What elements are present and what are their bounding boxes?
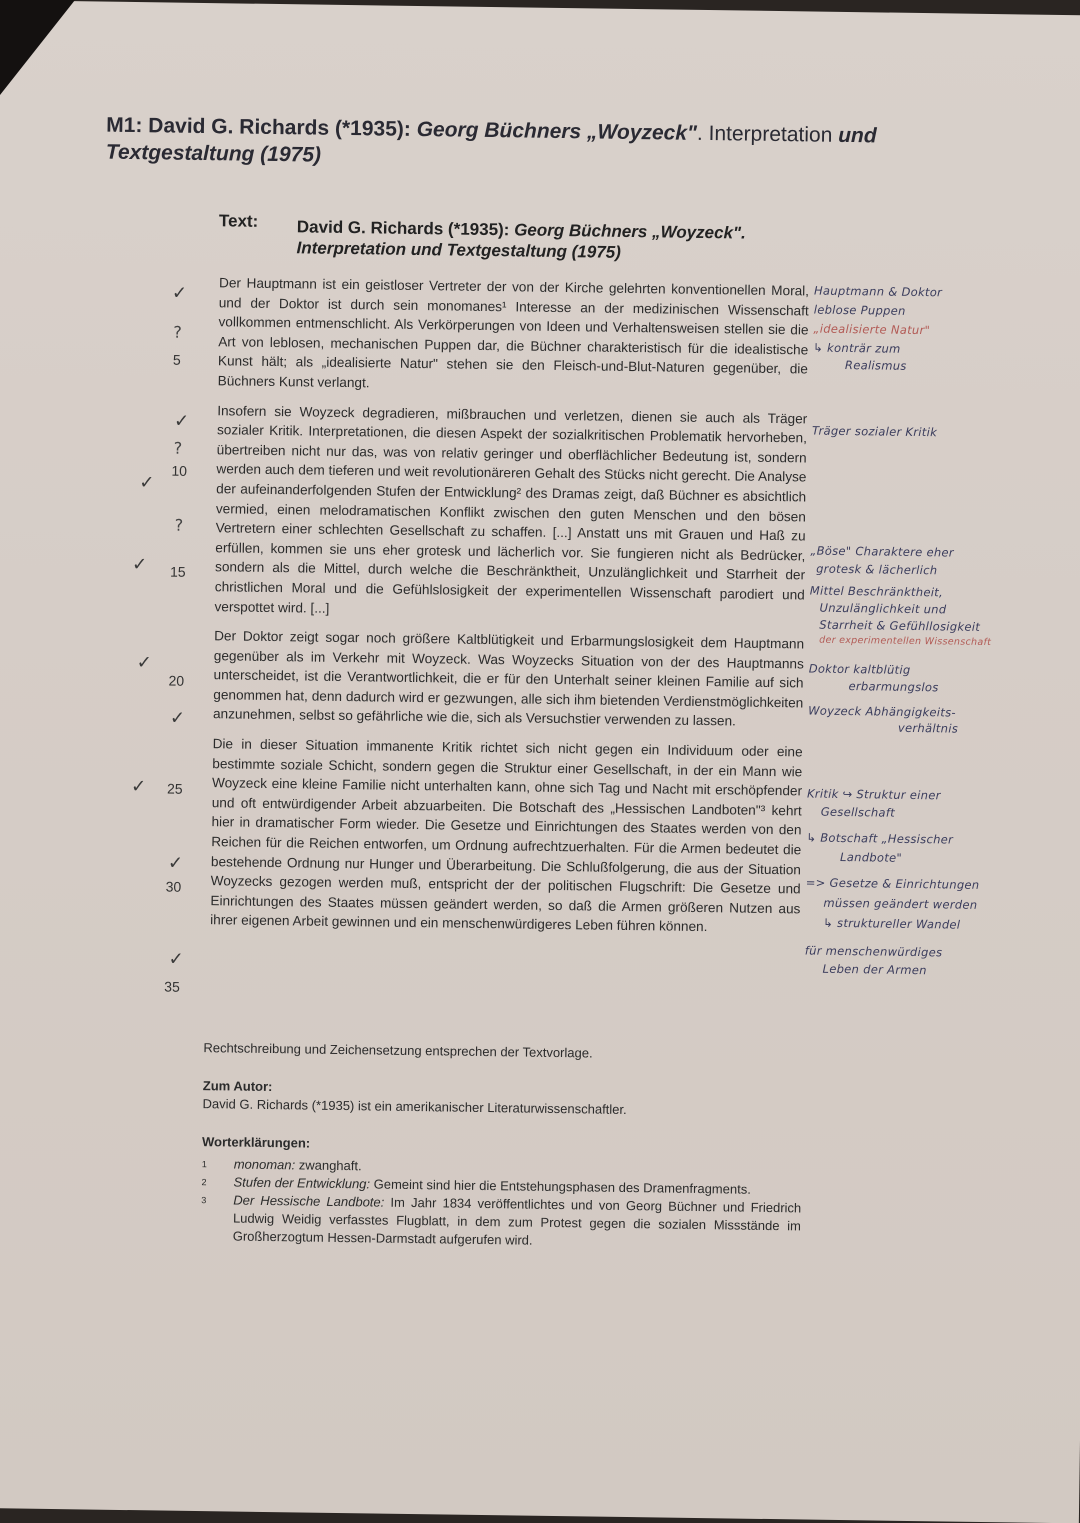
paragraph-4: Die in dieser Situation immanente Kritik richtet sich nicht gegen ein Individuum oder eine bestimmte soziale Schicht, sondern gegen die Struktur einer Gesellschaft, in der ein Mann wie Woyzeck eine kleine Familie nicht unterhalten kann, ohne sich Tag und Nacht mit erschöpfender und oft entwürdigender Arbeit abzuarbeiten. Die Botschaft des „Hessischen Landboten"³ kehrt hier in dramatischer Form wieder. Die Gesetze und Einrichtungen des Staates werden von den Reichen für die Reichen entworfen, um Ordnung aufrechtzuerhalten. Für die Armen bedeutet die bestehende Ordnung nur Hunger und Überarbeitung. Die Schlußfolgerung, die aus der Situation Woyzecks gezogen werden muß, entspricht der der politischen Flugschrift: Die Gesetze und Einrichtungen des Staates müssen geändert werden, so daß die Armen größeren Nutzen aus ihrer eigenen Arbeit gewinnen und ein menschenwürdigeres Leben führen können. bbox=[210, 736, 803, 935]
line-number: 25 bbox=[166, 780, 183, 797]
margin-note: ↳ struktureller Wandel bbox=[823, 915, 961, 932]
paragraph-3: Der Doktor zeigt sogar noch größere Kaltblütigkeit und Erbarmungslosigkeit dem Hauptmann gegenüber als im Verkehr mit Woyzeck. Was Woyzecks Situation von der des Hauptmanns unterscheidet, ist die Verantwortlichkeit, die er für den Unterhalt seiner kleinen Familie auf sich genommen hat, denn dadurch wird er gezwungen, alle sich ihm bietenden Verdienstmöglichkeiten anzunehmen, selbst so gefährliche wie die, sich als Versuchstier verwenden zu lassen. bbox=[212, 628, 805, 729]
margin-note: Starrheit & Gefühllosigkeit bbox=[819, 617, 981, 634]
checkmark-icon: ✓ bbox=[171, 282, 188, 304]
author-section bbox=[202, 1077, 802, 1121]
margin-note: grotesk & lächerlich bbox=[816, 561, 938, 578]
glossary-heading: Worterklärungen: bbox=[201, 1134, 311, 1151]
handwritten-margin-notes bbox=[804, 283, 1064, 978]
margin-note: ↳ Botschaft „Hessischer bbox=[806, 830, 954, 847]
worksheet-title: M1: David G. Richards (*1935): Georg Büchners „Woyzeck". Interpretation und Textgestaltung (1975) bbox=[105, 113, 877, 167]
question-mark-icon: ? bbox=[173, 322, 183, 342]
margin-note: Mittel Beschränktheit, bbox=[809, 583, 944, 600]
margin-note: Kritik ↪ Struktur einer bbox=[806, 786, 941, 803]
line-number: 30 bbox=[165, 878, 182, 895]
checkmark-icon: ✓ bbox=[136, 652, 153, 674]
author-heading: Zum Autor: bbox=[202, 1078, 273, 1095]
line-number: 5 bbox=[172, 351, 181, 368]
margin-note: Realismus bbox=[844, 357, 907, 373]
margin-note: Doktor kaltblütig bbox=[808, 661, 911, 677]
paragraph-1: Der Hauptmann ist ein geistloser Vertreter der von der Kirche gelehrten konventionellen Moral, und der Doktor ist durch sein monomanes¹ Interesse an der medizinischen Wissenschaft vollkommen entmenschlicht. Als Verkörperungen von Ideen und Verhaltensweisen stellen sie die Art von leblosen, mechanischen Puppen dar, die Büchner charakteristisch für die idealistische Kunst hält; als „idealisierte Natur" stehen sie den Fleisch-und-Blut-Naturen gegenüber, die Büchners Kunst verlangt. bbox=[217, 275, 810, 391]
orthography-note: Rechtschreibung und Zeichensetzung entsprechen der Textvorlage. bbox=[203, 1040, 593, 1061]
line-number: 35 bbox=[164, 978, 180, 995]
paragraph-2: Insofern sie Woyzeck degradieren, mißbrauchen und verletzen, dienen sie auch als Träger sozialer Kritik. Interpretationen, die diesen Aspekt der sozialkritischen Problematik hervorheben, übertreiben nicht nur das, was von relativ geringer und oberflächlicher Bedeutung ist, sondern werden auch dem tieferen und weit revolutionäreren Gehalt des Stücks nicht gerecht. Die Analyse der aufeinanderfolgenden Stufen der Entwicklung² des Dramas zeigt, daß Büchner es absichtlich vermied, einen melodramatischen Konflikt zwischen den guten Menschen und den bösen Vertretern einer schlechten Gesellschaft zu schaffen. [...] Anstatt uns mit Grauen und Haß zu erfüllen, kommen sie uns eher grotesk und lächerlich vor. Sie fungieren nicht als Bedrücker, sondern als die Mittel, durch welche die Beschränktheit, Unzulänglichkeit und Starrheit der christlichen Moral und die Gefühlslosigkeit der experimentellen Wissenschaft parodiert und verspottet wird. [...] bbox=[214, 402, 808, 616]
glossary-section bbox=[201, 1133, 803, 1253]
margin-note: Träger sozialer Kritik bbox=[811, 423, 938, 440]
margin-note: der experimentellen Wissenschaft bbox=[819, 634, 992, 649]
margin-note: „Böse" Charaktere eher bbox=[810, 543, 954, 560]
margin-note: Landbote" bbox=[840, 849, 903, 865]
question-mark-icon: ? bbox=[174, 515, 184, 535]
checkmark-icon: ✓ bbox=[168, 948, 184, 970]
margin-note: leblose Puppen bbox=[813, 302, 906, 318]
margin-note: Unzulänglichkeit und bbox=[819, 600, 947, 617]
margin-note: erbarmungslos bbox=[848, 679, 939, 695]
checkmark-icon: ✓ bbox=[130, 776, 147, 798]
margin-note: Woyzeck Abhängigkeits- bbox=[808, 703, 956, 720]
margin-note: „idealisierte Natur" bbox=[813, 321, 931, 338]
glossary-item: 3 Der Hessische Landbote: Im Jahr 1834 veröffentlichtes und von Georg Büchner und Friedrich Ludwig Weidig verfasstes Flugblatt, in dem zum Protest gegen die sozialen Missstände im Großherzogtum Hessen-Darmstadt aufgerufen wird. bbox=[201, 1192, 802, 1248]
margin-note: Leben der Armen bbox=[822, 961, 927, 978]
margin-note: für menschenwürdiges bbox=[804, 943, 943, 960]
checkmark-icon: ✓ bbox=[131, 554, 148, 576]
line-number: 20 bbox=[168, 672, 185, 689]
checkmark-icon: ✓ bbox=[167, 852, 184, 874]
source-text bbox=[210, 273, 809, 948]
glossary-item: 2 Stufen der Entwicklung: Gemeint sind hier die Entstehungsphasen des Dramenfragments. bbox=[201, 1174, 751, 1197]
margin-note: ↳ konträr zum bbox=[813, 340, 901, 356]
line-number: 15 bbox=[169, 563, 186, 580]
margin-note: verhältnis bbox=[897, 720, 959, 736]
checkmark-icon: ✓ bbox=[169, 707, 186, 729]
checkmark-icon: ✓ bbox=[139, 472, 155, 494]
text-label: Text: bbox=[218, 211, 259, 231]
question-mark-icon: ? bbox=[173, 438, 183, 458]
glossary-item: 1 monoman: zwanghaft. bbox=[201, 1156, 362, 1174]
margin-note: müssen geändert werden bbox=[823, 895, 978, 912]
text-heading: David G. Richards (*1935): Georg Büchners „Woyzeck". Interpretation und Textgestaltung (1975) bbox=[296, 217, 746, 262]
margin-note: Hauptmann & Doktor bbox=[813, 283, 943, 300]
margin-note: => Gesetze & Einrichtungen bbox=[805, 875, 980, 892]
margin-note: Gesellschaft bbox=[820, 804, 896, 820]
checkmark-icon: ✓ bbox=[173, 410, 190, 432]
author-text: David G. Richards (*1935) ist ein amerikanischer Literaturwissenschaftler. bbox=[202, 1096, 627, 1117]
line-number: 10 bbox=[171, 462, 188, 479]
dark-corner bbox=[0, 0, 75, 95]
